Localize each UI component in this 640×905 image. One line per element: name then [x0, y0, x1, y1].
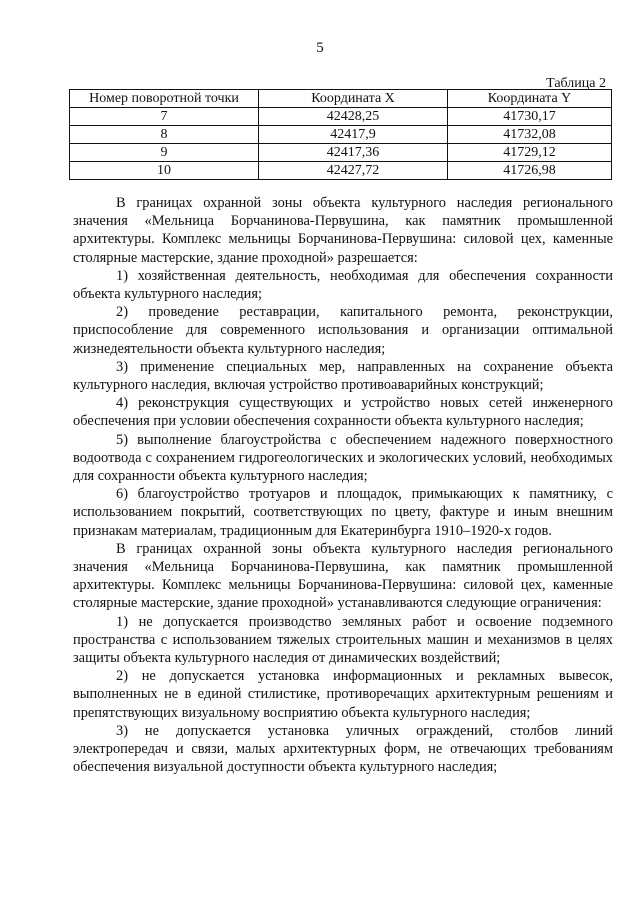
cell-coordinate-y: 41732,08 — [448, 126, 612, 144]
cell-point-number: 7 — [70, 108, 259, 126]
table-caption: Таблица 2 — [546, 76, 606, 91]
document-body — [73, 194, 613, 777]
list-item: 1) хозяйственная деятельность, необходимая для обеспечения сохранности объекта культурного наследия; — [73, 267, 613, 303]
cell-point-number: 8 — [70, 126, 259, 144]
list-item: 6) благоустройство тротуаров и площадок, примыкающих к памятнику, с использованием покрытий, соответствующих по цвету, фактуре и иным внешним признакам материалам, традиционным для Екатеринбурга 1910–1920-х годов. — [73, 486, 613, 539]
cell-coordinate-x: 42427,72 — [259, 162, 448, 180]
cell-coordinate-y: 41726,98 — [448, 162, 612, 180]
header-coordinate-y: Координата Y — [448, 90, 612, 108]
header-point-number: Номер поворотной точки — [70, 90, 259, 108]
table-row — [70, 162, 612, 180]
coordinates-table — [69, 89, 612, 180]
cell-coordinate-y: 41729,12 — [448, 144, 612, 162]
cell-coordinate-x: 42428,25 — [259, 108, 448, 126]
list-item: 2) не допускается установка информационных и рекламных вывесок, выполненных не в единой стилистике, противоречащих архитектурным решениям и препятствующих визуальному восприятию объекта культурного наследия; — [73, 668, 613, 721]
table-header-row — [70, 90, 612, 108]
table-row — [70, 144, 612, 162]
cell-point-number: 10 — [70, 162, 259, 180]
header-coordinate-x: Координата X — [259, 90, 448, 108]
cell-coordinate-x: 42417,36 — [259, 144, 448, 162]
list-item: 1) не допускается производство земляных работ и освоение подземного пространства с использованием тяжелых строительных машин и механизмов в целях защиты объекта культурного наследия от динамических воздействий; — [73, 613, 613, 667]
paragraph-restrictions-intro: В границах охранной зоны объекта культурного наследия регионального значения «Мельница Борчанинова-Первушина, как памятник промышленной архитектуры. Комплекс мельницы Борчанинова-Первушина: силовой цех, каменные столярные мастерские, здание проходной» устанавливаются следующие ограничения: — [73, 540, 613, 612]
paragraph-permitted-intro: В границах охранной зоны объекта культурного наследия регионального значения «Мельница Борчанинова-Первушина, как памятник промышленной архитектуры. Комплекс мельницы Борчанинова-Первушина: силовой цех, каменные столярные мастерские, здание проходной» разрешается: — [73, 195, 613, 266]
list-item: 2) проведение реставрации, капитального ремонта, реконструкции, приспособление для современного использования и организации оптимальной жизнедеятельности объекта культурного наследия; — [73, 304, 613, 357]
cell-point-number: 9 — [70, 144, 259, 162]
table-row — [70, 126, 612, 144]
cell-coordinate-x: 42417,9 — [259, 126, 448, 144]
page-number: 5 — [316, 40, 324, 56]
table-row — [70, 108, 612, 126]
list-item: 4) реконструкция существующих и устройство новых сетей инженерного обеспечения при условии обеспечения сохранности объекта культурного наследия; — [73, 395, 613, 430]
list-item: 3) не допускается установка уличных ограждений, столбов линий электропередач и связи, малых архитектурных форм, не отвечающих требованиям обеспечения визуальной доступности объекта культурного наследия; — [73, 722, 613, 776]
list-item: 5) выполнение благоустройства с обеспечением надежного поверхностного водоотвода с сохранением гидрогеологических и экологических условий, необходимых для сохранности объекта культурного наследия; — [73, 431, 613, 485]
list-item: 3) применение специальных мер, направленных на сохранение объекта культурного наследия, включая устройство противоаварийных конструкций; — [73, 358, 613, 394]
cell-coordinate-y: 41730,17 — [448, 108, 612, 126]
